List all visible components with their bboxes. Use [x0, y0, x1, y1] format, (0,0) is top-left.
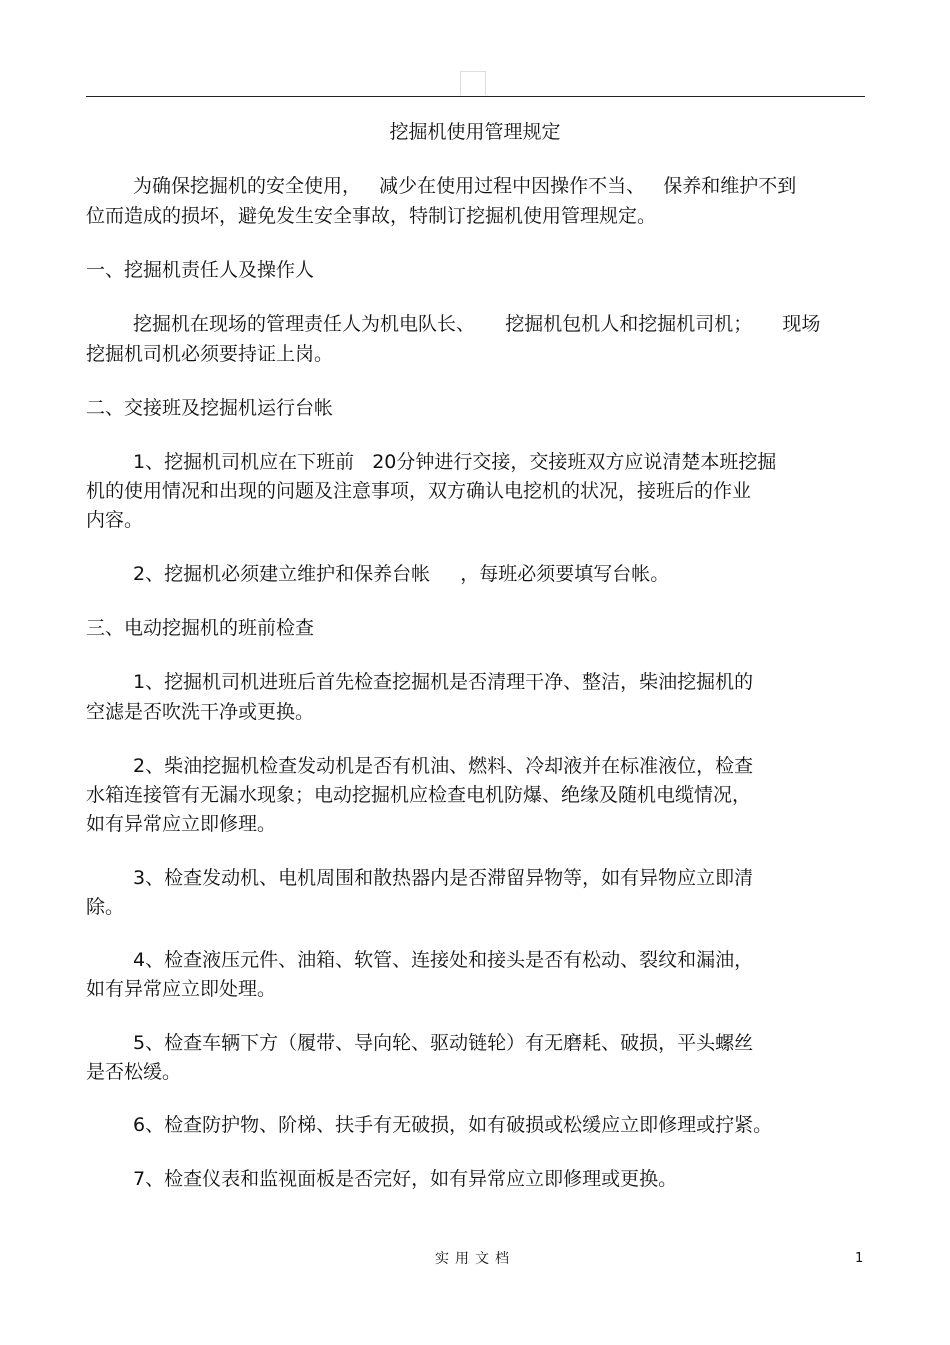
s3-item-6-line-1: 6、检查防护物、阶梯、扶手有无破损，如有破损或松缓应立即修理或拧紧。: [133, 1114, 773, 1136]
intro-line-1: 为确保挖掘机的安全使用， 减少在使用过程中因操作不当、 保养和维护不到: [133, 175, 797, 197]
s3-item-3-line-2: 除。: [86, 896, 125, 918]
section-2-heading: 二、交接班及挖掘机运行台帐: [86, 397, 334, 419]
s3-item-5-line-1: 5、检查车辆下方（履带、导向轮、驱动链轮）有无磨耗、破损，平头螺丝: [133, 1032, 754, 1054]
s3-item-2-line-1: 2、柴油挖掘机检查发动机是否有机油、燃料、冷却液并在标准液位，检查: [133, 755, 754, 777]
s3-item-4-line-2: 如有异常应立即处理。: [86, 978, 277, 1000]
s1-paragraph-line-1: 挖掘机在现场的管理责任人为机电队长、 挖掘机包机人和挖掘机司机； 现场: [133, 313, 821, 335]
s3-item-4-line-1: 4、检查液压元件、油箱、软管、连接处和接头是否有松动、裂纹和漏油，: [133, 949, 754, 971]
document-title: 挖掘机使用管理规定: [389, 121, 561, 143]
header-mark: [460, 71, 486, 95]
s3-item-7-line-1: 7、检查仪表和监视面板是否完好，如有异常应立即修理或更换。: [133, 1168, 678, 1190]
s1-paragraph-line-2: 挖掘机司机必须要持证上岗。: [86, 343, 334, 365]
header-rule: [86, 96, 865, 97]
page-number: 1: [855, 1251, 864, 1266]
s2-item-1-line-3: 内容。: [86, 509, 144, 531]
section-1-heading: 一、挖掘机责任人及操作人: [86, 259, 315, 281]
s2-item-2-line-1: 2、挖掘机必须建立维护和保养台帐 ，每班必须要填写台帐。: [133, 563, 670, 585]
s3-item-1-line-1: 1、挖掘机司机进班后首先检查挖掘机是否清理干净、整洁，柴油挖掘机的: [133, 671, 754, 693]
intro-line-2: 位而造成的损坏，避免发生安全事故，特制订挖掘机使用管理规定。: [86, 205, 657, 227]
s2-item-1-line-2: 机的使用情况和出现的问题及注意事项，双方确认电挖机的状况，接班后的作业: [86, 480, 752, 502]
s3-item-1-line-2: 空滤是否吹洗干净或更换。: [86, 701, 315, 723]
section-3-heading: 三、电动挖掘机的班前检查: [86, 617, 315, 639]
s3-item-2-line-2: 水箱连接管有无漏水现象；电动挖掘机应检查电机防爆、绝缘及随机电缆情况，: [86, 784, 752, 806]
s3-item-5-line-2: 是否松缓。: [86, 1061, 182, 1083]
footer-label: 实用文档: [435, 1251, 515, 1267]
s3-item-3-line-1: 3、检查发动机、电机周围和散热器内是否滞留异物等，如有异物应立即清: [133, 867, 754, 889]
s2-item-1-line-1: 1、挖掘机司机应在下班前 20分钟进行交接，交接班双方应说清楚本班挖掘: [133, 451, 777, 473]
s3-item-2-line-3: 如有异常应立即修理。: [86, 813, 277, 835]
